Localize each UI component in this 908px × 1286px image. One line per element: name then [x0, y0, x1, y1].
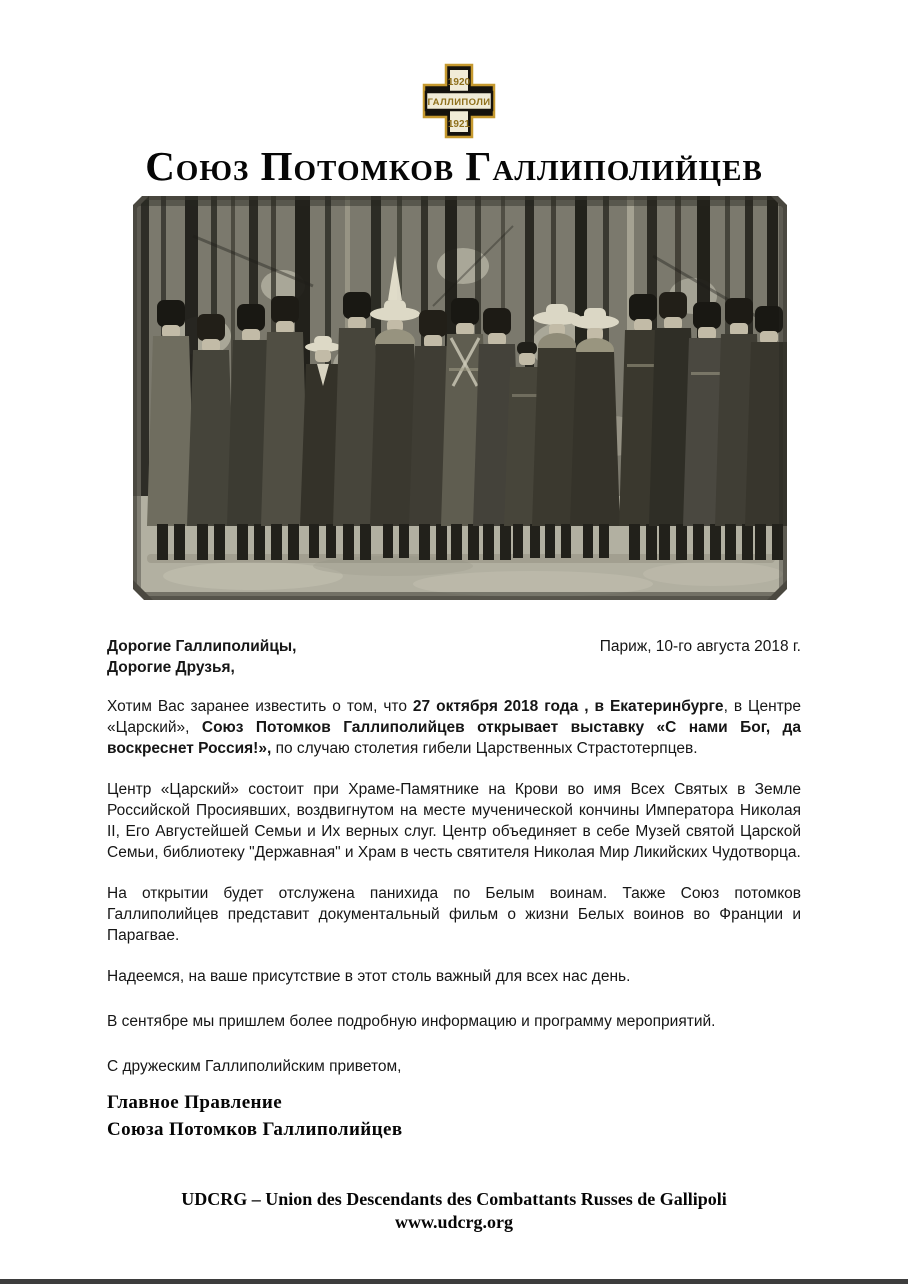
signature-line-1: Главное Правление — [107, 1092, 283, 1113]
gallipoli-cross-logo — [422, 63, 496, 139]
paragraph-center-description: Центр «Царский» состоит при Храме-Памятнике на Крови во имя Всех Святых в Земле Российской Просиявших, воздвигнутом на месте мученической кончины Императора Николая II, Его Августейшей Семьи и Их верных слуг. Центр объединяет в себе Музей святой Царской Семьи, библиотеку "Державная" и Храм в честь святителя Николая Мир Ликийских Чудотворца. — [107, 781, 801, 861]
paragraph-panikhida-film: На открытии будет отслужена панихида по Белым воинам. Также Союз потомков Галлиполийцев представит документальный фильм о жизни Белых воинов во Франции и Парагвае. — [107, 885, 801, 944]
logo-year-bottom: 1921 — [447, 119, 471, 130]
gallipoli-cross-icon — [422, 63, 496, 139]
letter-body — [107, 636, 801, 1143]
footer-url: www.udcrg.org — [395, 1212, 513, 1232]
paragraph-announcement: Хотим Вас заранее известить о том, что 27 октября 2018 года , в Екатеринбурге, в Центре «Царский», Союз Потомков Галлиполийцев открывает выставку «С нами Бог, да воскреснет Россия!», по случаю столетия гибели Царственных Страстотерпцев. — [107, 698, 802, 757]
logo-year-top: 1920 — [447, 77, 471, 88]
salutation-line-1: Дорогие Галлиполийцы, — [107, 638, 297, 655]
salutation — [107, 636, 296, 678]
paragraph-september-info: В сентябре мы пришлем более подробную информацию и программу мероприятий. — [107, 1013, 716, 1030]
logo-name: ГАЛЛИПОЛИ — [427, 97, 491, 108]
salutation-line-2: Дорогие Друзья, — [107, 659, 235, 676]
signature-line-2: Союза Потомков Галлиполийцев — [107, 1119, 403, 1140]
footer — [0, 1188, 908, 1234]
paragraph-closing: С дружеским Галлиполийским приветом, — [107, 1058, 402, 1075]
salutation-row — [107, 636, 801, 678]
dateline: Париж, 10-го августа 2018 г. — [599, 638, 801, 655]
historical-photo — [133, 196, 787, 600]
paragraph-hope: Надеемся, на ваше присутствие в этот столь важный для всех нас день. — [107, 968, 631, 985]
group-photo-illustration — [133, 196, 787, 600]
bottom-page-edge — [0, 1279, 908, 1284]
page-title: Союз Потомков Галлиполийцев — [145, 143, 763, 189]
signature-block — [107, 1089, 801, 1143]
footer-org-line: UDCRG – Union des Descendants des Combattants Russes de Gallipoli — [181, 1189, 727, 1209]
